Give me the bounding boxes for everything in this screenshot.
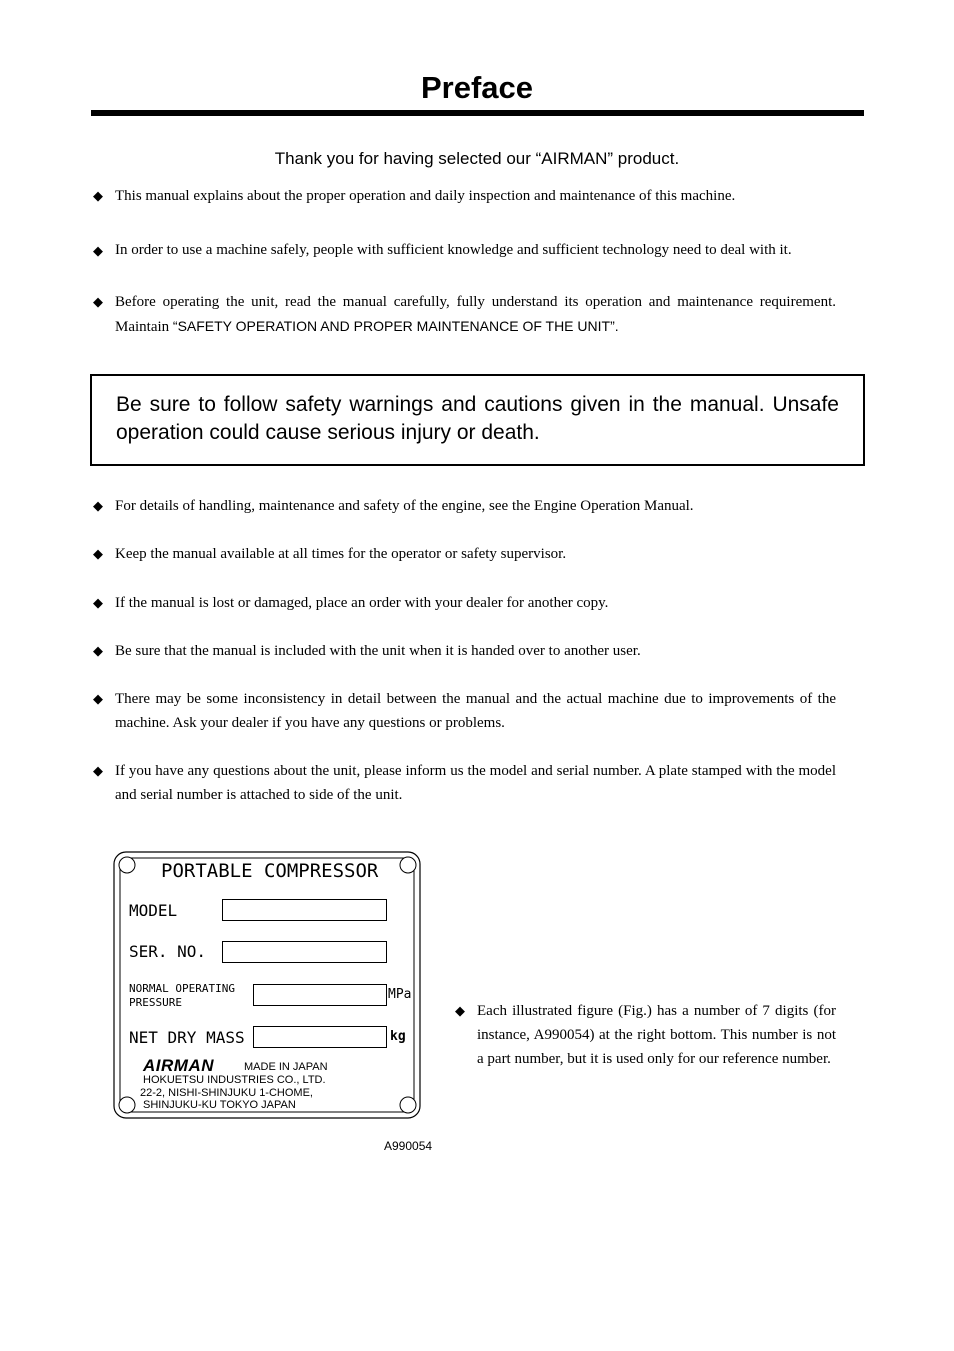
plate-mass-label: NET DRY MASS (129, 1028, 245, 1047)
thank-you-line: Thank you for having selected our “AIRMAN” product. (274, 149, 680, 168)
plate-company: HOKUETSU INDUSTRIES CO., LTD. (143, 1074, 326, 1086)
plate-pressure-field (253, 984, 387, 1006)
airman-logo: AIRMAN (143, 1056, 214, 1075)
diamond-bullet-icon: ◆ (93, 546, 103, 561)
warning-box (90, 374, 865, 466)
plate-pressure-unit: MPa (388, 987, 412, 1002)
plate-pressure-label: NORMAL OPERATING PRESSURE (129, 982, 235, 1009)
diamond-bullet-icon: ◆ (93, 294, 103, 309)
title-underline (91, 110, 864, 116)
plate-mass-field (253, 1026, 387, 1048)
plate-serial-field (222, 941, 387, 963)
diamond-bullet-icon: ◆ (93, 763, 103, 778)
diamond-bullet-icon: ◆ (93, 498, 103, 513)
plate-address-1: 22-2, NISHI-SHINJUKU 1-CHOME, (140, 1087, 313, 1099)
diamond-bullet-icon: ◆ (93, 188, 103, 203)
plate-model-field (222, 899, 387, 921)
page-title: Preface (420, 70, 534, 105)
plate-mass-unit: kg (390, 1029, 406, 1044)
diamond-bullet-icon: ◆ (455, 1003, 465, 1018)
plate-heading: PORTABLE COMPRESSOR (161, 860, 379, 882)
plate-serial-label: SER. NO. (129, 942, 207, 961)
name-plate-figure (113, 851, 422, 1119)
plate-address-2: SHINJUKU-KU TOKYO JAPAN (143, 1099, 296, 1111)
warning-text: Be sure to follow safety warnings and cautions given in the manual. Unsafe operation could cause serious injury or death. (116, 393, 839, 444)
figure-code: A990054 (384, 1139, 433, 1153)
diamond-bullet-icon: ◆ (93, 643, 103, 658)
plate-model-label: MODEL (129, 901, 178, 920)
plate-made-in: MADE IN JAPAN (244, 1061, 328, 1073)
maintenance-title-reference: “SAFETY OPERATION AND PROPER MAINTENANCE OF THE UNIT”. (172, 318, 619, 334)
diamond-bullet-icon: ◆ (93, 243, 103, 258)
diamond-bullet-icon: ◆ (93, 691, 103, 706)
diamond-bullet-icon: ◆ (93, 595, 103, 610)
